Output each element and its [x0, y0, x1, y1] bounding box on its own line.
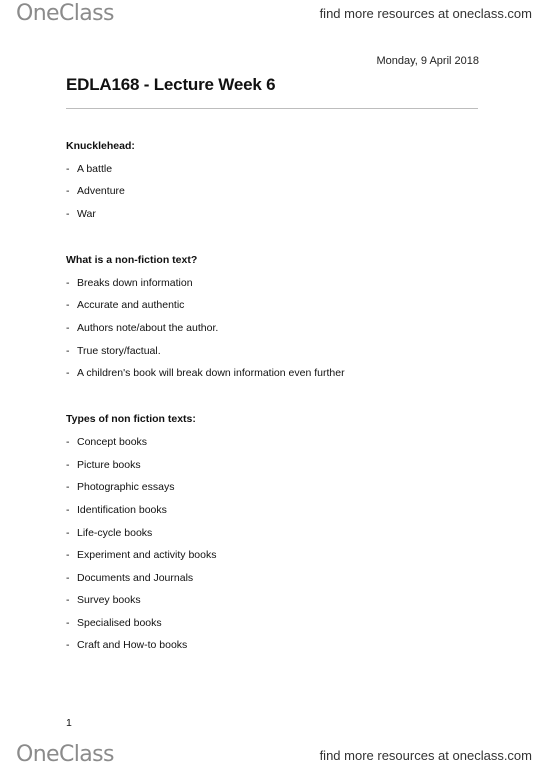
section-heading: Types of non fiction texts: [66, 413, 196, 425]
list-item: - Photographic essays [66, 481, 175, 493]
list-item: - Adventure [66, 185, 125, 197]
list-item: - Accurate and authentic [66, 299, 185, 311]
oneclass-logo[interactable] [16, 1, 114, 25]
list-item: - Breaks down information [66, 277, 193, 289]
logo-text: OneClass [16, 0, 114, 26]
list-item: - Specialised books [66, 617, 162, 629]
list-item: - A children's book will break down information even further [66, 367, 345, 379]
list-item: - Picture books [66, 459, 141, 471]
list-item: - Experiment and activity books [66, 549, 217, 561]
page-title: EDLA168 - Lecture Week 6 [66, 75, 276, 94]
section-heading: What is a non-fiction text? [66, 254, 198, 266]
list-item: - Documents and Journals [66, 572, 194, 584]
list-item: - Concept books [66, 436, 148, 448]
section-knucklehead [66, 140, 486, 220]
section-non-fiction-definition [66, 254, 486, 379]
page-number: 1 [66, 717, 72, 729]
list-item: - Survey books [66, 594, 141, 606]
list-item: - Craft and How-to books [66, 639, 188, 651]
list-item: - Life-cycle books [66, 527, 153, 539]
list-item: - War [66, 208, 96, 220]
title-divider [66, 108, 478, 109]
list-item: - Authors note/about the author. [66, 322, 219, 334]
oneclass-logo-footer[interactable] [16, 742, 114, 766]
list-item: - Identification books [66, 504, 167, 516]
logo-text: OneClass [16, 741, 114, 767]
section-heading: Knucklehead: [66, 140, 135, 152]
document-date: Monday, 9 April 2018 [376, 55, 479, 67]
list-item: - A battle [66, 163, 113, 175]
section-non-fiction-types [66, 413, 486, 651]
find-resources-link-footer[interactable]: find more resources at oneclass.com [319, 748, 532, 763]
find-resources-link[interactable]: find more resources at oneclass.com [319, 6, 532, 21]
list-item: - True story/factual. [66, 345, 161, 357]
